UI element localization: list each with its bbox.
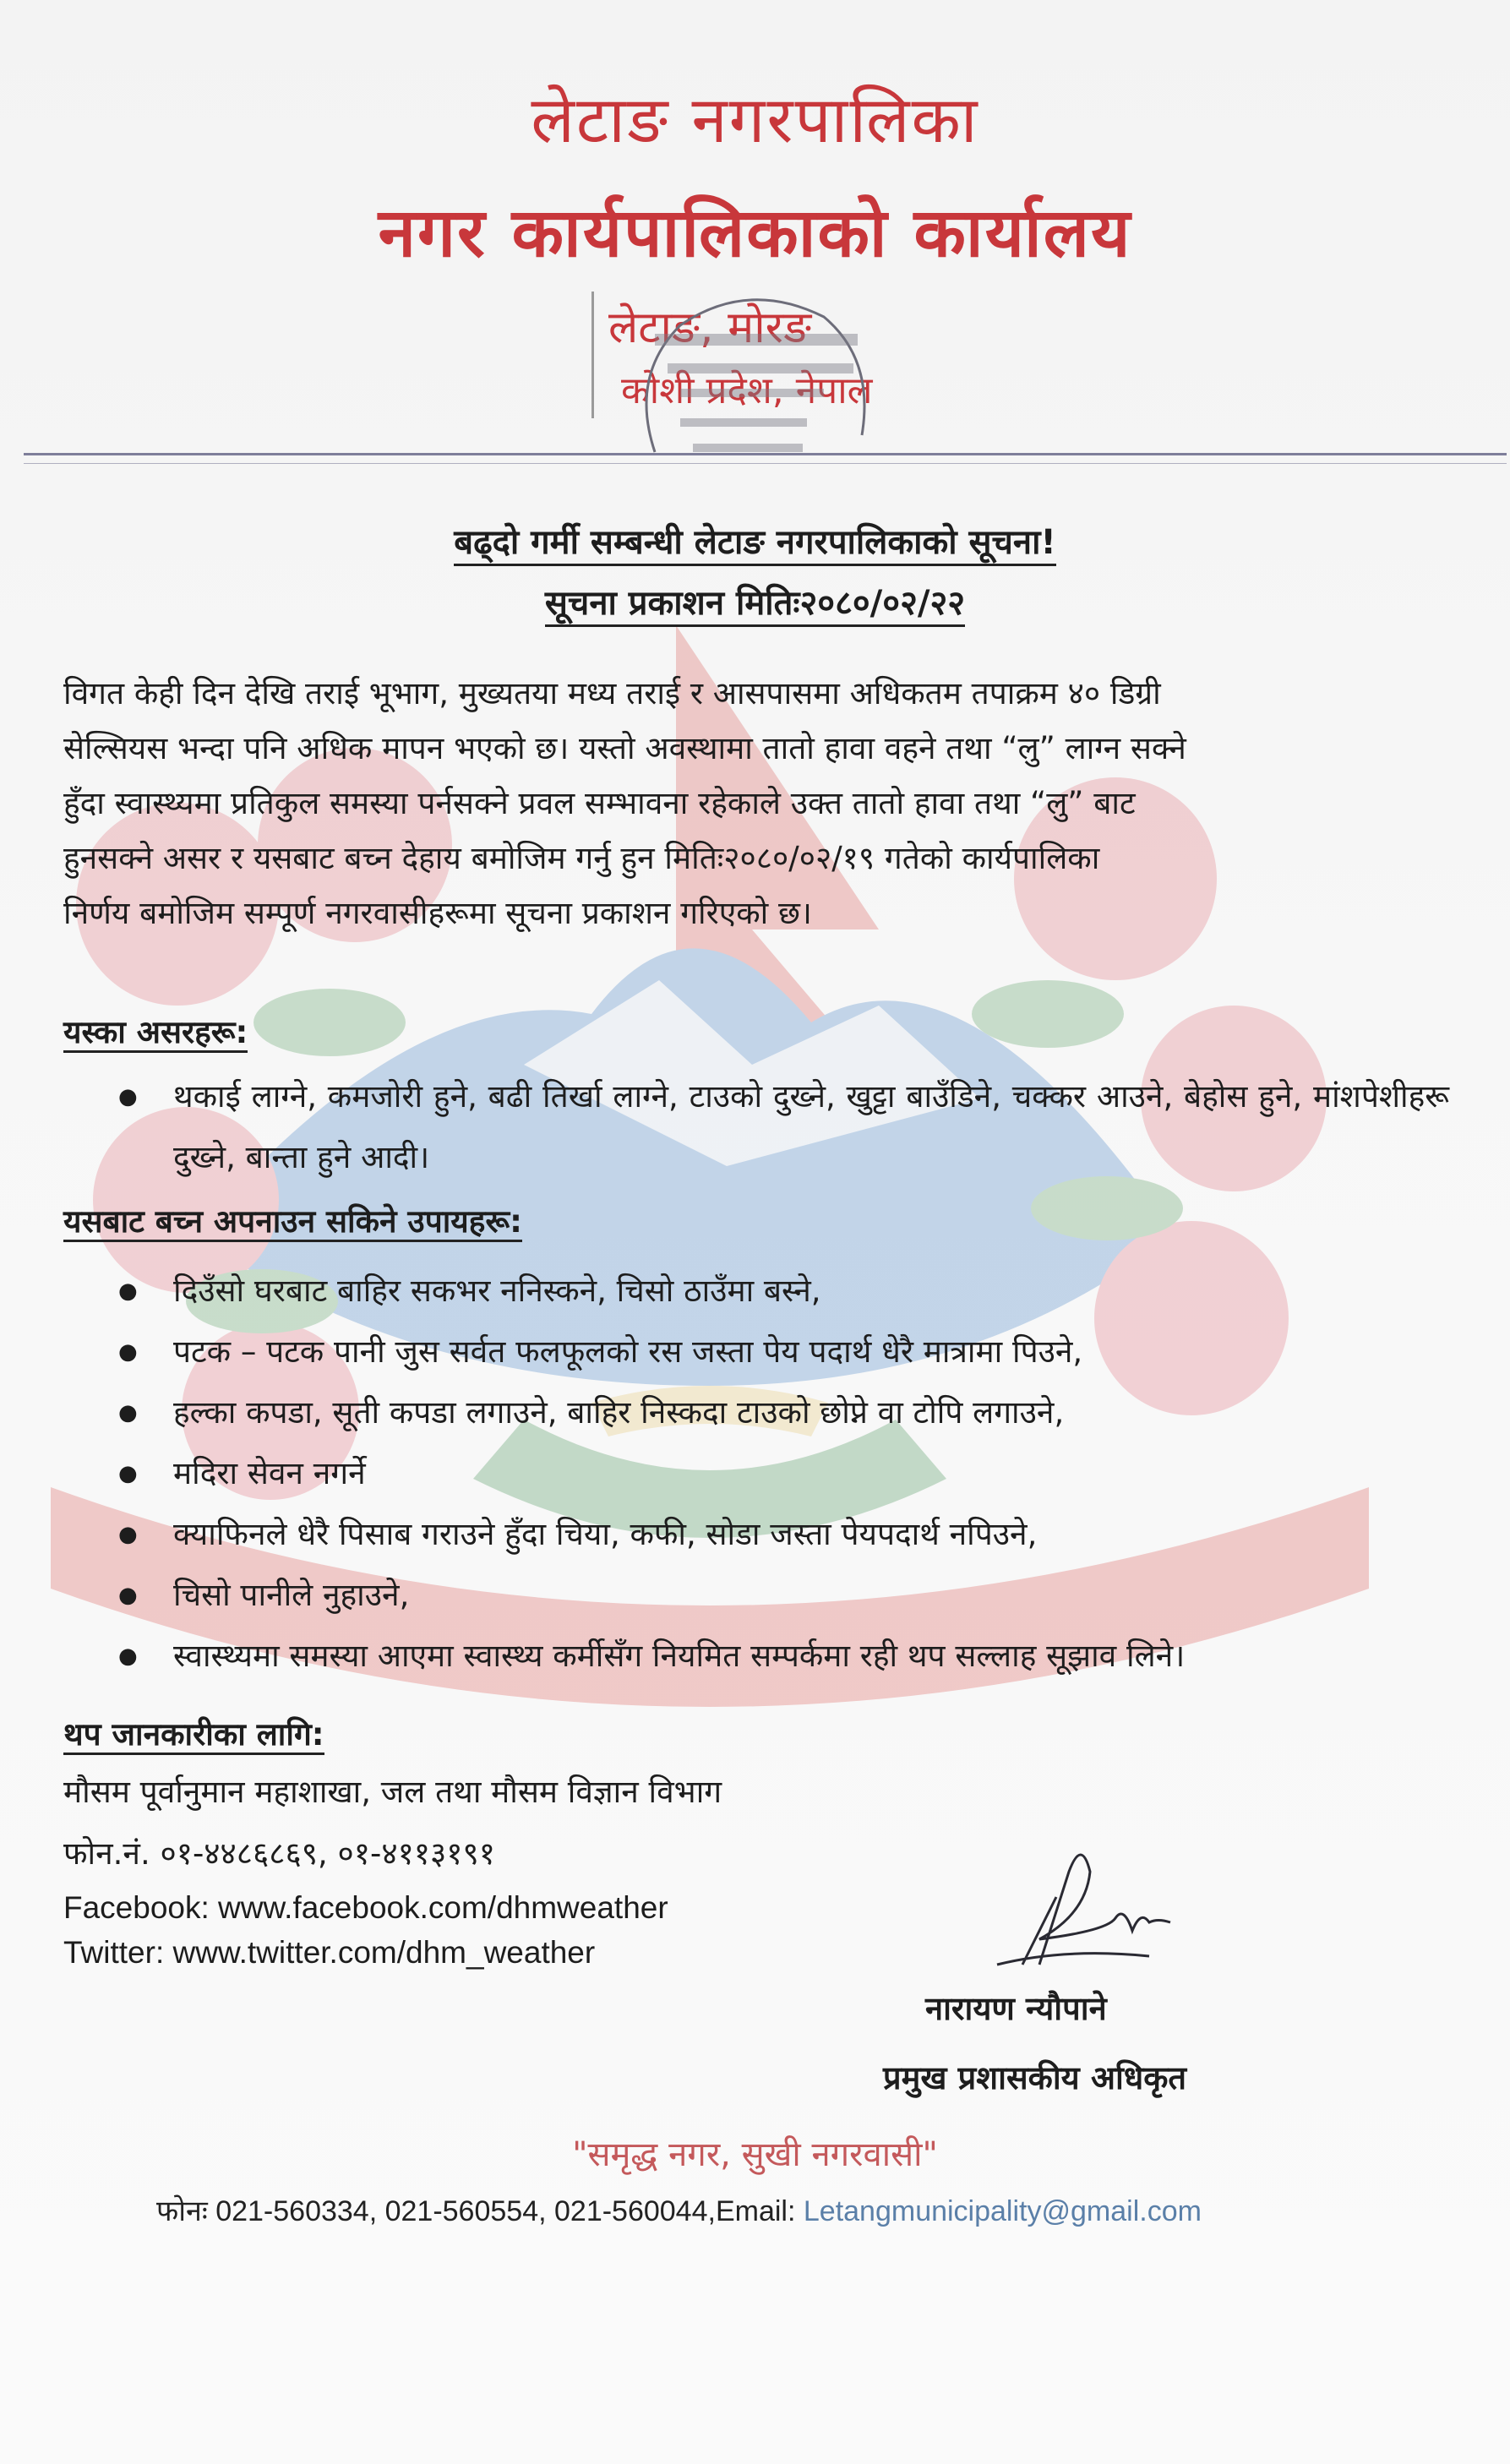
footer-phones: फोनः 021-560334, 021-560554, 021-560044,	[156, 2195, 716, 2227]
signatory-name: नारायण न्यौपाने	[925, 1990, 1107, 2027]
list-item: ● पटक – पटक पानी जुस सर्वत फलफूलको रस जस्ता पेय पदार्थ धेरै मात्रामा पिउने,	[118, 1322, 1449, 1382]
intro-line: सेल्सियस भन्दा पनि अधिक मापन भएको छ। यस्तो अवस्थामा तातो हावा वहने तथा “लु” लाग्न सक्ने	[63, 730, 1186, 766]
effects-list	[118, 1066, 1449, 1188]
list-item: ● हल्का कपडा, सूती कपडा लगाउने, बाहिर निस्कदा टाउको छोप्ने वा टोपि लगाउने,	[118, 1382, 1449, 1443]
email-label: Email:	[715, 2195, 796, 2227]
location-text: लेटाङ, मोरङ	[608, 303, 812, 353]
effects-heading: यस्का असरहरू:	[63, 1009, 248, 1052]
email-link[interactable]: Letangmunicipality@gmail.com	[803, 2195, 1202, 2227]
list-item: ● मदिरा सेवन नगर्ने	[118, 1443, 1449, 1504]
precautions-list	[118, 1261, 1449, 1687]
facebook-link[interactable]: Facebook: www.facebook.com/dhmweather	[63, 1890, 668, 1925]
phone-numbers: फोन.नं. ०१-४४८६८६९, ०१-४११३१९१	[63, 1835, 496, 1872]
motto: "समृद्ध नगर, सुखी नगरवासी"	[572, 2135, 938, 2174]
notice-title: बढ्दो गर्मी सम्बन्धी लेटाङ नगरपालिकाको सूचना!	[0, 517, 1510, 564]
department-text: मौसम पूर्वानुमान महाशाखा, जल तथा मौसम विज्ञान विभाग	[63, 1774, 722, 1810]
publication-date: सूचना प्रकाशन मितिः२०८०/०२/२२	[0, 578, 1510, 624]
province-text: कोशी प्रदेश, नेपाल	[621, 369, 873, 412]
letterhead-divider	[591, 292, 594, 418]
precautions-heading: यसबाट बच्न अपनाउन सकिने उपायहरू:	[63, 1198, 522, 1241]
footer-contact	[156, 2190, 1202, 2229]
intro-line: निर्णय बमोजिम सम्पूर्ण नगरवासीहरूमा सूचना प्रकाशन गरिएको छ।	[63, 895, 812, 931]
intro-line: हुनसक्ने असर र यसबाट बच्न देहाय बमोजिम गर्नु हुन मितिः२०८०/०२/१९ गतेको कार्यपालिका	[63, 840, 1100, 876]
twitter-link[interactable]: Twitter: www.twitter.com/dhm_weather	[63, 1935, 596, 1970]
signature-icon	[989, 1838, 1175, 1973]
list-item: ● दिउँसो घरबाट बाहिर सकभर ननिस्कने, चिसो ठाउँमा बस्ने,	[118, 1261, 1449, 1322]
list-item: ● क्याफिनले धेरै पिसाब गराउने हुँदा चिया, कफी, सोडा जस्ता पेयपदार्थ नपिउने,	[118, 1504, 1449, 1565]
office-stamp-icon	[621, 283, 883, 473]
header-rule-thin	[24, 463, 1507, 464]
intro-line: हुँदा स्वास्थ्यमा प्रतिकुल समस्या पर्नसक्ने प्रवल सम्भावना रहेकाले उक्त तातो हावा तथा “लु” बाट	[63, 785, 1136, 821]
intro-paragraph	[63, 666, 1445, 940]
list-item: ● थकाई लाग्ने, कमजोरी हुने, बढी तिर्खा लाग्ने, टाउको दुख्ने, खुट्टा बाउँडिने, चक्कर आउने, बेहोस हुने, मांशपेशीहरू दुख्ने, बान्ता हुने आदी।	[118, 1066, 1449, 1188]
office-name: नगर कार्यपालिकाको कार्यालय	[378, 194, 1132, 272]
intro-line: विगत केही दिन देखि तराई भूभाग, मुख्यतया मध्य तराई र आसपासमा अधिकतम तपाक्रम ४० डिग्री	[63, 675, 1161, 711]
list-item: ● स्वास्थ्यमा समस्या आएमा स्वास्थ्य कर्मीसँग नियमित सम्पर्कमा रही थप सल्लाह सूझाव लिने।	[118, 1626, 1449, 1687]
more-info-heading: थप जानकारीका लागि:	[63, 1711, 324, 1754]
header-rule	[24, 453, 1507, 455]
municipality-name: लेटाङ नगरपालिका	[531, 82, 979, 157]
list-item: ● चिसो पानीले नुहाउने,	[118, 1565, 1449, 1626]
signatory-title: प्रमुख प्रशासकीय अधिकृत	[883, 2059, 1187, 2096]
